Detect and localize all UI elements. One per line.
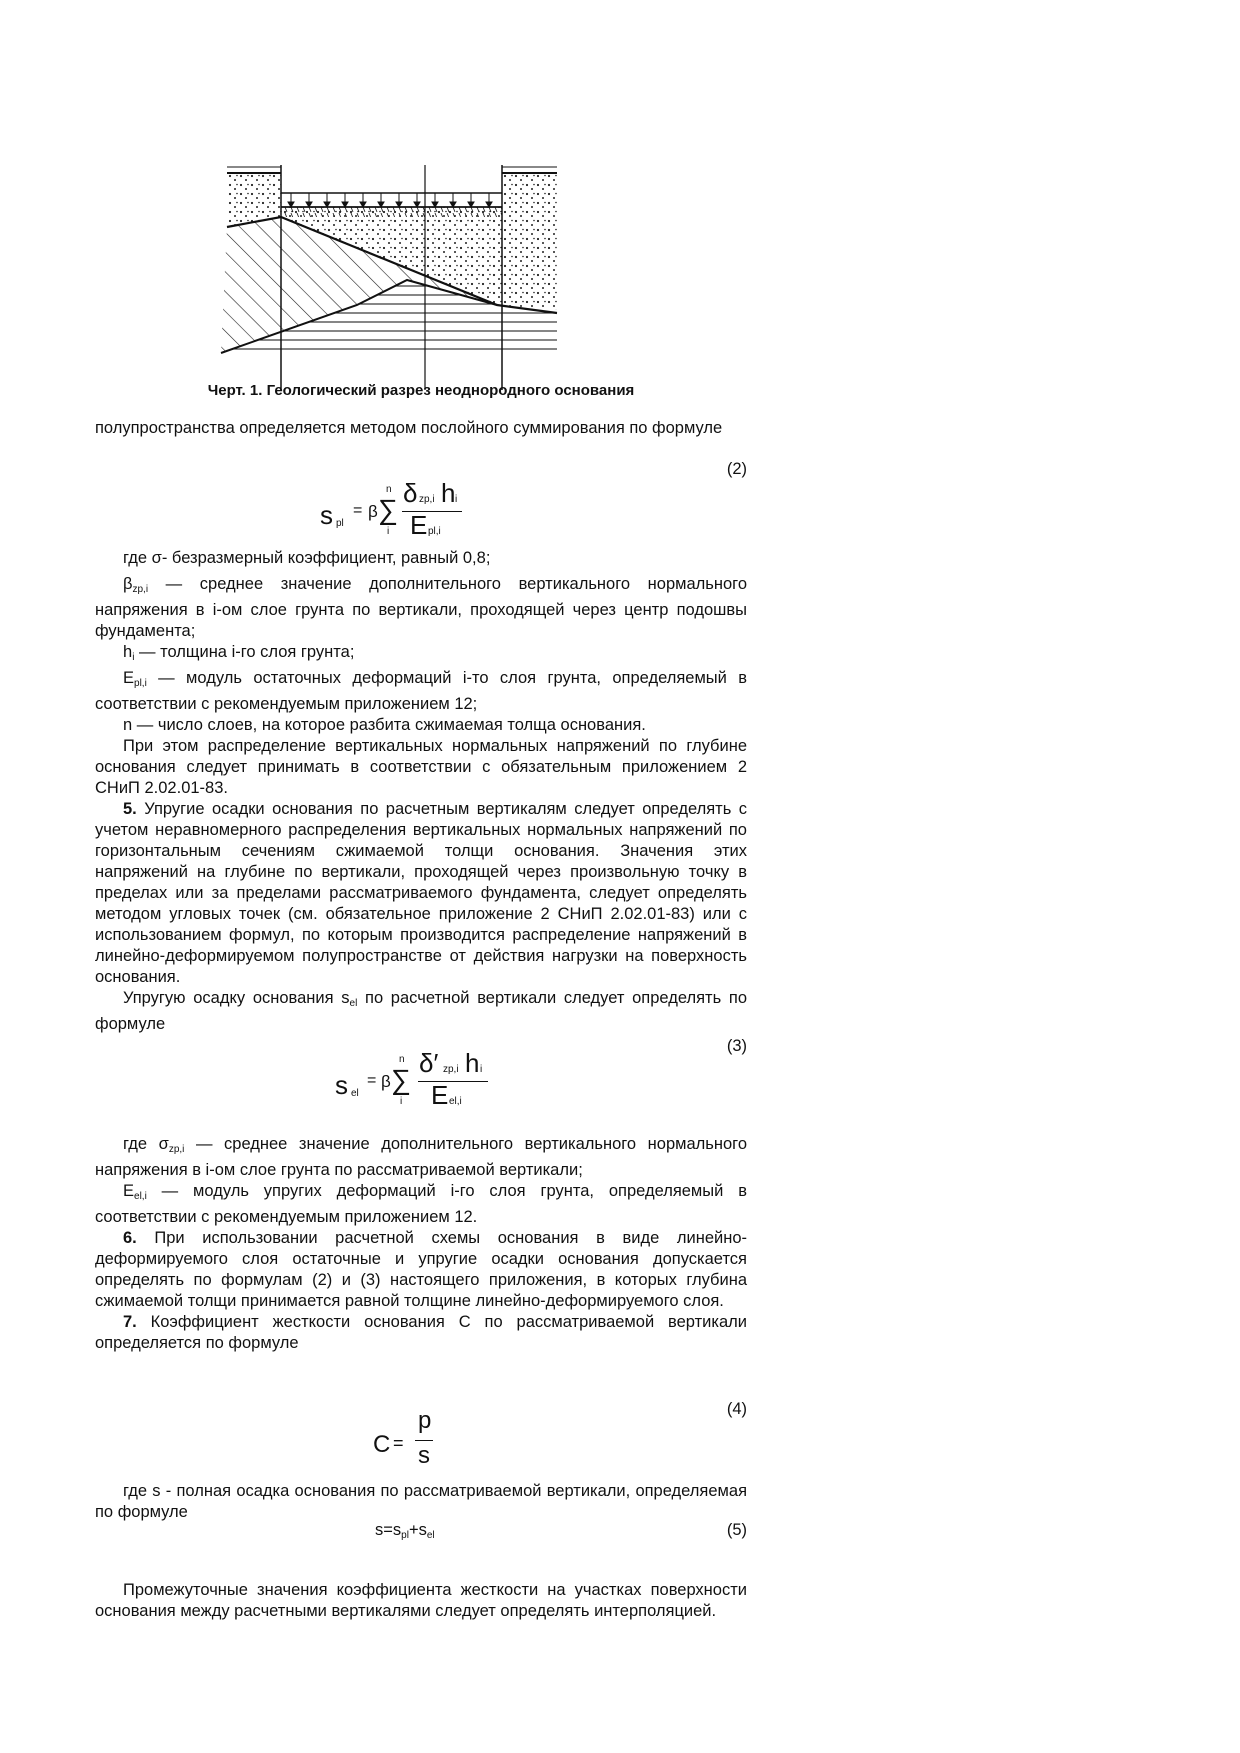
eq3-number: (3): [726, 1037, 747, 1055]
section-7-number: 7.: [123, 1313, 137, 1331]
section-5-paragraph: [95, 799, 747, 988]
eq3-lhs: s: [335, 1070, 348, 1100]
eq3-lhs-sub: el: [351, 1088, 359, 1099]
def-h-sym: h: [123, 643, 133, 661]
final-paragraph: Промежуточные значения коэффициента жесткости на участках поверхности основания между расчетными вертикалями следует определять интерполяцией.: [95, 1581, 747, 1620]
definitions-block-3: [95, 1481, 747, 1523]
eq3-den: E: [431, 1080, 449, 1110]
eq5-b: +s: [408, 1521, 427, 1539]
section-6-text: При использовании расчетной схемы основания в виде линейно-деформируемого слоя остаточные и упругие осадки основания допускается определять по формулам (2) и (3) настоящего приложения, в которых глубина сжимаемой толщи принимается равной толщине линейно-деформируемого слоя.: [95, 1229, 747, 1310]
elastic-post: по расчетной вертикали следует определять по формуле: [95, 989, 747, 1033]
eq4-lhs: С: [373, 1431, 391, 1458]
eq5-a-sub: pl: [401, 1530, 409, 1541]
geological-section-figure: [217, 165, 707, 390]
section-7-paragraph: [95, 1312, 747, 1354]
def-h-text: — толщина i-го слоя грунта;: [134, 643, 355, 661]
eq2-num: δ: [403, 478, 418, 508]
eq4-num: p: [418, 1407, 432, 1434]
eq2-number: (2): [726, 460, 747, 478]
def-h: [95, 642, 747, 668]
def-e: [95, 668, 747, 715]
section-6-number: 6.: [123, 1229, 137, 1247]
eq4-fraction-line: [415, 1440, 433, 1441]
eq4-den: s: [418, 1442, 430, 1469]
full-settlement-paragraph: где s - полная осадка основания по рассматриваемой вертикали, определяемая по формуле: [95, 1482, 747, 1521]
final-paragraph-block: [95, 1580, 747, 1622]
elastic-sym: s: [341, 989, 350, 1007]
def-e-text: — модуль остаточных деформаций i-то слоя грунта, определяемый в соответствии с рекомендуемым приложением 12;: [95, 669, 747, 713]
def-sigma-zp-sym: σ: [158, 1135, 169, 1153]
section-5-text: Упругие осадки основания по расчетным вертикалям следует определять с учетом неравномерного распределения вертикальных нормальных напряжений по горизонтальным сечениям сжимаемой толщи основания. Значения этих напряжений на глубине по вертикали, проходящей через произвольную точку в пределах или за пределами рассматриваемого фундамента, следует определять методом угловых точек (см. обязательное приложение 2 СНиП 2.02.01-83) или с использованием формул, по которым производится распределение напряжений в линейно-деформируемом полупространстве от действия нагрузки на поверхность основания.: [95, 800, 747, 986]
intro-paragraph: [95, 418, 747, 439]
def-e-el-sym: E: [123, 1182, 135, 1200]
eq3-num-h: h: [465, 1048, 480, 1078]
eq2-sum-bottom: i: [387, 526, 390, 537]
eq2-den: E: [410, 510, 428, 540]
elastic-settlement-paragraph: [95, 988, 747, 1035]
def-e-sym: E: [123, 669, 135, 687]
eq4-number: (4): [726, 1400, 747, 1418]
eq4-eq: =: [393, 1433, 404, 1453]
def-beta-sub: zp,i: [132, 584, 149, 595]
eq2-sum-top: n: [386, 484, 392, 495]
def-n-text: — число слоев, на которое разбита сжимаемая толща основания.: [132, 716, 646, 734]
formula-2: [320, 480, 560, 540]
eq3-sum-top: n: [399, 1054, 405, 1065]
eq3-num-sub: zp,i: [443, 1064, 459, 1075]
eq2-lhs: s: [320, 500, 333, 530]
section-6-paragraph: [95, 1228, 747, 1312]
definitions-block: [95, 548, 747, 1035]
formula-5: [375, 1521, 435, 1541]
def-e-el-text: — модуль упругих деформаций i-го слоя грунта, определяемый в соответствии с рекомендуемым приложением 12.: [95, 1182, 747, 1226]
eq2-num-h-sub: i: [455, 494, 458, 505]
def-n-sym: n: [123, 716, 133, 734]
def-sigma-zp-text: — среднее значение дополнительного вертикального нормального напряжения в i-ом слое грунта по рассматриваемой вертикали;: [95, 1135, 747, 1179]
def-e-el-sub: el,i: [134, 1191, 147, 1202]
eq2-num-h: h: [441, 478, 456, 508]
eq2-sum: ∑: [378, 494, 398, 525]
figure-caption: Черт. 1. Геологический разрез неоднородного основания: [207, 382, 635, 399]
def-beta: [95, 574, 747, 642]
def-h-sub: i: [132, 652, 135, 663]
eq2-den-sub: pl,i: [428, 526, 441, 537]
formula-4: [373, 1407, 473, 1472]
eq3-fraction-line: [418, 1081, 488, 1082]
eq5-b-sub: el: [426, 1530, 435, 1541]
formula-3: [335, 1048, 585, 1118]
def-beta-text: — среднее значение дополнительного вертикального нормального напряжения в i-ом слое грунта по вертикали, проходящей через центр подошвы фундамента;: [95, 575, 747, 640]
eq5-a: s=s: [375, 1521, 402, 1539]
elastic-pre: Упругую осадку основания: [123, 989, 342, 1007]
eq3-beta: β: [381, 1072, 391, 1091]
eq3-eq: =: [367, 1072, 377, 1089]
eq3-num-h-sub: i: [480, 1064, 483, 1075]
eq2-beta: β: [368, 502, 378, 521]
def-sigma-zp-sub: zp,i: [168, 1144, 185, 1155]
def-e-el: [95, 1181, 747, 1228]
eq2-eq: =: [353, 502, 363, 519]
eq2-lhs-sub: pl: [336, 518, 344, 529]
section-5-number: 5.: [123, 800, 137, 818]
def-beta-sym: β: [123, 575, 133, 593]
definitions-block-2: [95, 1134, 747, 1354]
def-sigma-zp: [95, 1134, 747, 1181]
def-sigma: [95, 548, 747, 569]
distribution-paragraph: При этом распределение вертикальных нормальных напряжений по глубине основания следует принимать в соответствии с обязательным приложением 2 СНиП 2.02.01-83.: [95, 737, 747, 797]
def-sigma-text: где σ- безразмерный коэффициент, равный 0,8;: [123, 549, 491, 567]
def-e-sub: pl,i: [134, 678, 147, 689]
def-sigma-zp-pre: где: [123, 1135, 159, 1153]
def-n: [95, 715, 747, 736]
section-7-text: Коэффициент жесткости основания С по рассматриваемой вертикали определяется по формуле: [95, 1313, 747, 1352]
eq5-number: (5): [726, 1521, 747, 1539]
eq2-num-sub: zp,i: [419, 494, 435, 505]
eq3-sum: ∑: [391, 1064, 411, 1095]
elastic-sub: el: [349, 998, 358, 1009]
intro-text: полупространства определяется методом послойного суммирования по формуле: [95, 419, 723, 437]
eq3-den-sub: el,i: [449, 1096, 462, 1107]
eq3-sum-bottom: i: [400, 1096, 403, 1107]
eq3-num: δ′: [419, 1048, 439, 1078]
